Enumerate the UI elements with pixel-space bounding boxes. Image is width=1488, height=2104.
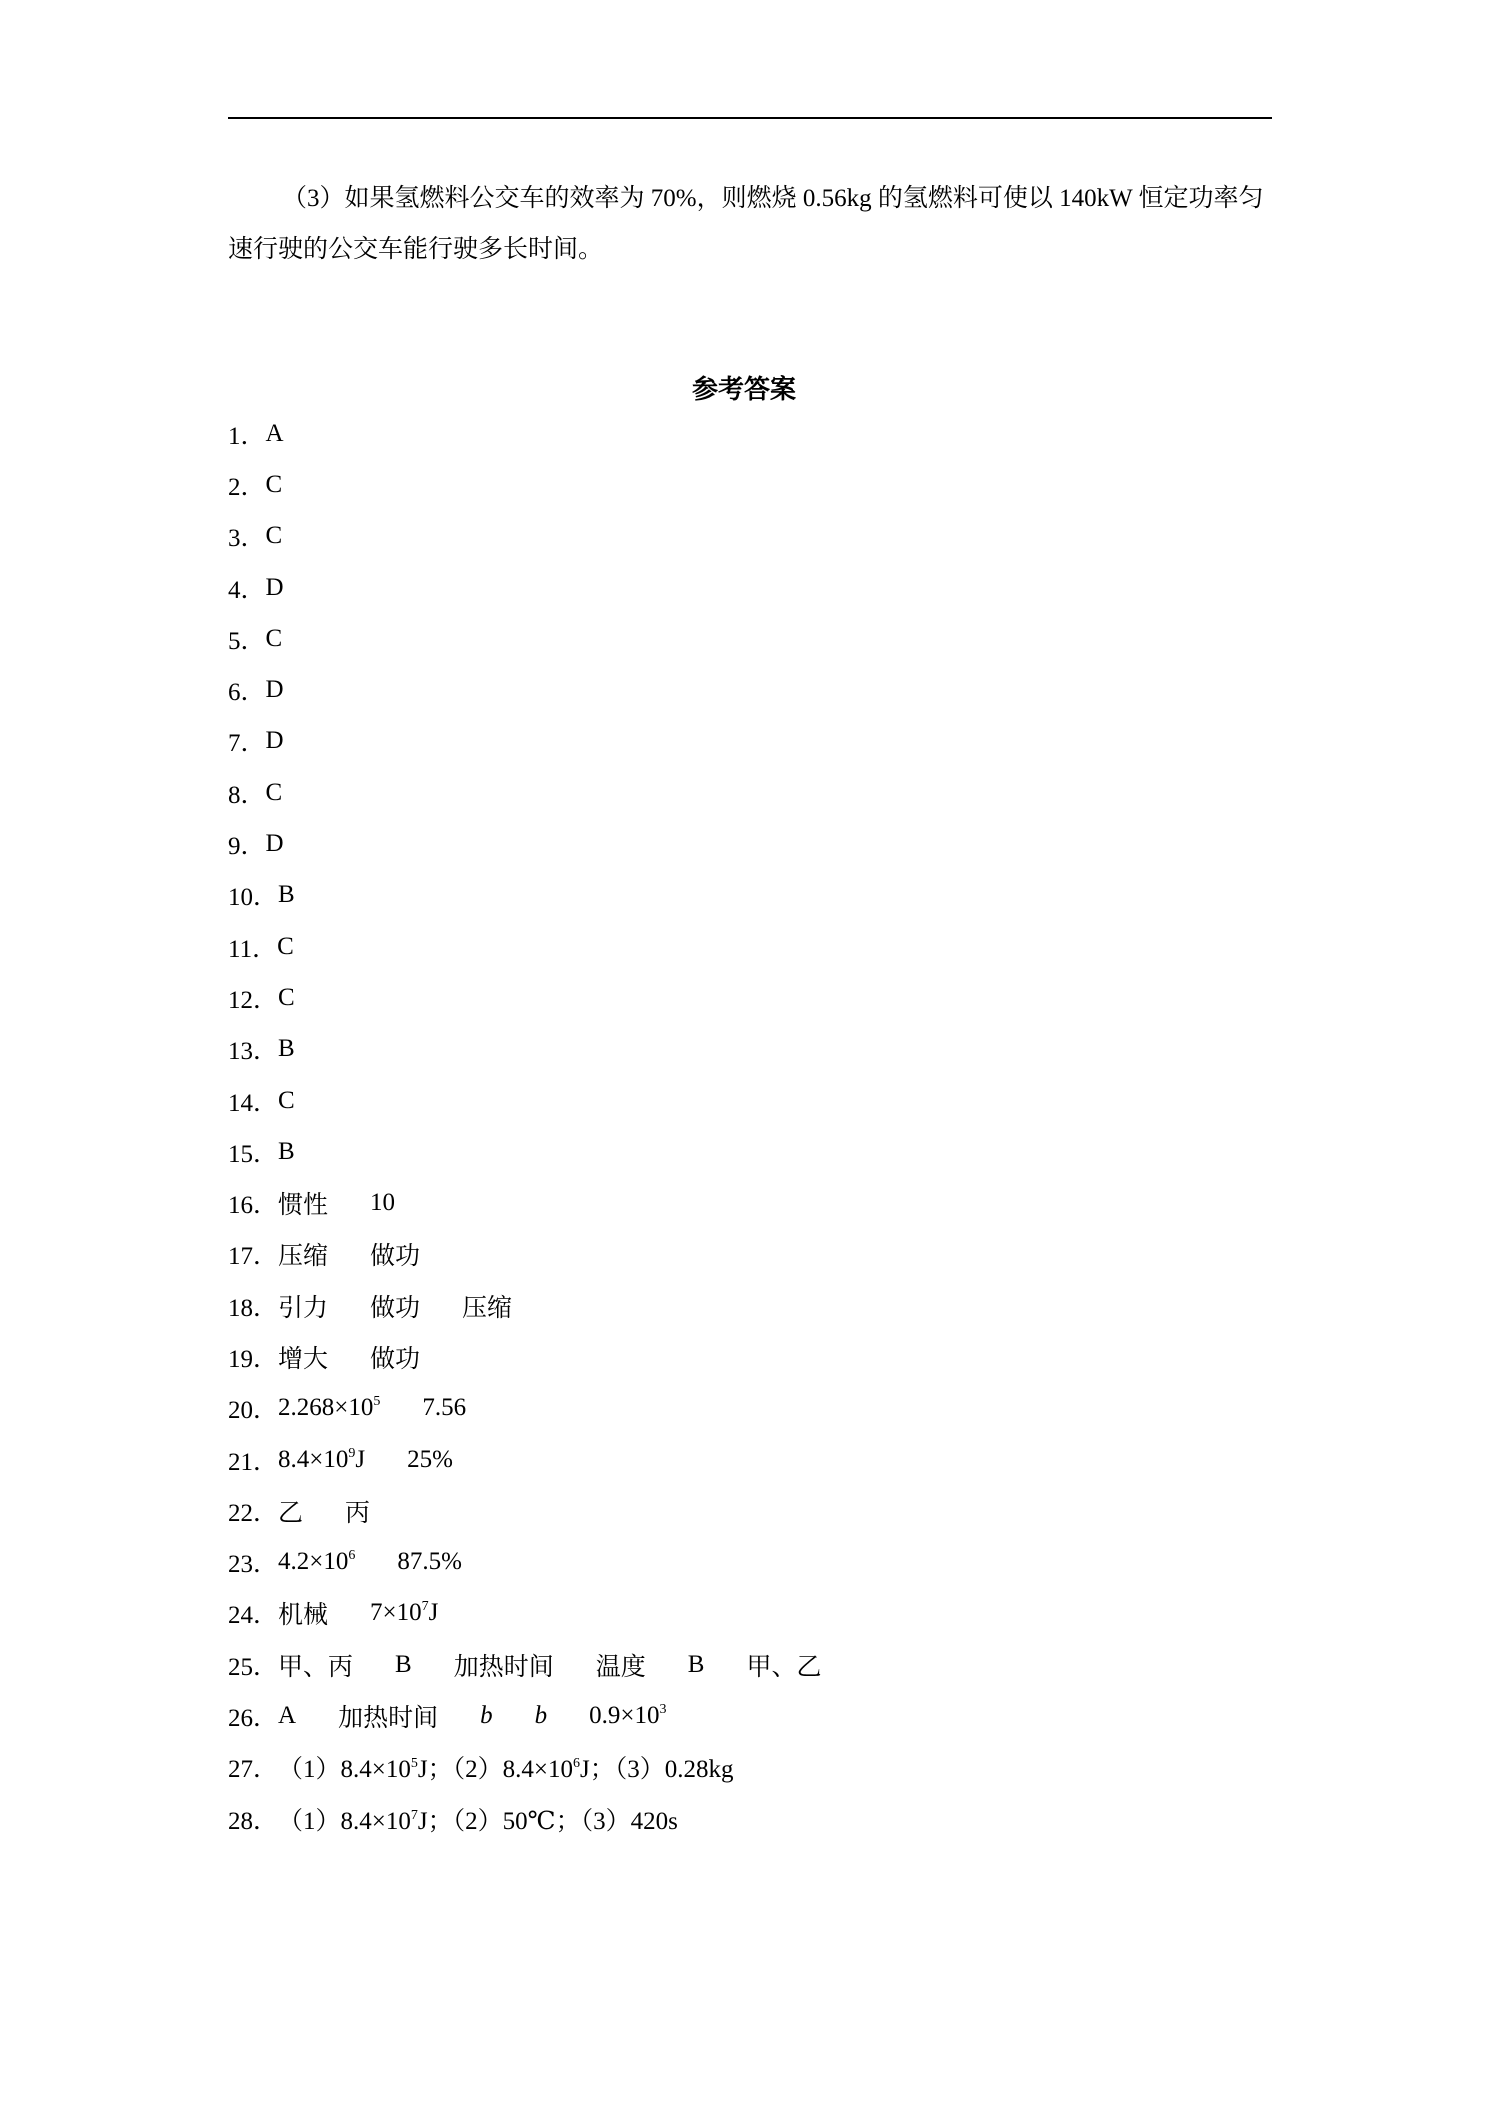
- answer-value: B: [278, 881, 295, 909]
- answer-key-title: 参考答案: [691, 375, 796, 404]
- answer-item: [228, 1280, 1272, 1331]
- answer-item: [228, 1793, 1272, 1844]
- answer-number: 5．: [228, 627, 266, 655]
- answer-value: $(1)8.4\times 10^5J$；$(2)8.4\times 10^6J$；（3）0.28kg: [278, 1756, 734, 1784]
- answer-number: 1．: [228, 422, 266, 450]
- answer-value: C: [265, 778, 283, 806]
- answer-number: 16．: [228, 1192, 279, 1220]
- answer-value: C: [265, 624, 283, 652]
- answer-value: 加热时间: [338, 1705, 439, 1733]
- answer-value: 乙: [278, 1499, 304, 1527]
- answer-value: 丙: [345, 1499, 371, 1527]
- answer-item: [228, 716, 1272, 767]
- header-rule: [228, 117, 1272, 119]
- answer-item: [228, 1690, 1272, 1741]
- answer-number: 21．: [228, 1448, 279, 1476]
- answer-number: 27．: [228, 1756, 279, 1784]
- answer-number: 15．: [228, 1140, 279, 1168]
- answer-value: A: [278, 1702, 297, 1730]
- answer-value: 做功: [370, 1345, 421, 1373]
- answer-number: 3．: [228, 525, 266, 553]
- answer-list: [228, 408, 1272, 1844]
- answer-value: B: [395, 1650, 412, 1678]
- answer-value: D: [265, 830, 284, 858]
- answer-value: $2.268\times 10^5$: [278, 1394, 381, 1422]
- answer-item: [228, 1742, 1272, 1793]
- answer-value: B: [687, 1650, 705, 1678]
- answer-number: 4．: [228, 576, 266, 604]
- answer-value: $8.4\times 10^9J$: [278, 1445, 366, 1473]
- answer-value: C: [277, 932, 294, 960]
- answer-item: [228, 1024, 1272, 1075]
- answer-number: 10．: [228, 884, 279, 912]
- answer-value: 机械: [278, 1602, 329, 1630]
- question-3: [228, 173, 1272, 275]
- answer-item: [228, 1126, 1272, 1177]
- answer-number: 20．: [228, 1397, 279, 1425]
- answer-item: [228, 408, 1272, 459]
- answer-value: $7\times 10^7J$: [370, 1599, 439, 1627]
- answer-value: 加热时间: [453, 1653, 554, 1681]
- answer-item: [228, 1537, 1272, 1588]
- answer-value: B: [278, 1137, 295, 1165]
- answer-value: 甲、丙: [278, 1653, 354, 1681]
- answer-number: 11．: [228, 935, 278, 963]
- answer-item: [228, 511, 1272, 562]
- answer-item: [228, 1639, 1272, 1690]
- answer-value: b: [480, 1702, 493, 1730]
- answer-value: C: [278, 1086, 295, 1114]
- answer-value: 引力: [278, 1294, 329, 1322]
- answer-number: 23．: [228, 1551, 279, 1579]
- answer-item: [228, 767, 1272, 818]
- answer-value: $(1)8.4\times 10^7J$；（2）50℃；（3）420s: [278, 1807, 678, 1835]
- answer-number: 26．: [228, 1705, 279, 1733]
- answer-value: B: [278, 1035, 295, 1063]
- answer-value: C: [265, 470, 283, 498]
- answer-value: 25%: [407, 1445, 453, 1473]
- answer-item: [228, 1075, 1272, 1126]
- answer-value: 7.56: [422, 1394, 467, 1422]
- answer-value: D: [265, 573, 284, 601]
- answer-item: [228, 664, 1272, 715]
- answer-value: D: [265, 727, 284, 755]
- answer-item: [228, 818, 1272, 869]
- answer-item: [228, 1229, 1272, 1280]
- answer-number: 17．: [228, 1243, 279, 1271]
- answer-item: [228, 972, 1272, 1023]
- answer-number: 13．: [228, 1038, 279, 1066]
- answer-number: 24．: [228, 1602, 279, 1630]
- answer-item: [228, 1331, 1272, 1382]
- answer-item: [228, 459, 1272, 510]
- answer-value: C: [265, 522, 283, 550]
- answer-number: 22．: [228, 1499, 279, 1527]
- answer-value: 温度: [595, 1653, 646, 1681]
- answer-value: 87.5%: [397, 1548, 462, 1576]
- answer-value: $4.2\times 10^6$: [278, 1548, 356, 1576]
- answer-item: [228, 1434, 1272, 1485]
- answer-number: 28．: [228, 1807, 279, 1835]
- answer-value: 惯性: [278, 1192, 329, 1220]
- answer-value: 甲、乙: [746, 1653, 822, 1681]
- answer-item: [228, 921, 1272, 972]
- answer-value: 压缩: [278, 1243, 329, 1271]
- answer-number: 8．: [228, 781, 266, 809]
- answer-number: 18．: [228, 1294, 279, 1322]
- answer-value: 做功: [370, 1294, 421, 1322]
- answer-item: [228, 1177, 1272, 1228]
- answer-number: 2．: [228, 473, 266, 501]
- answer-number: 12．: [228, 986, 279, 1014]
- answer-number: 14．: [228, 1089, 279, 1117]
- answer-value: D: [265, 676, 284, 704]
- answer-item: [228, 870, 1272, 921]
- answer-value: 压缩: [462, 1294, 513, 1322]
- answer-value: C: [278, 983, 295, 1011]
- answer-number: 19．: [228, 1345, 279, 1373]
- answer-value: 增大: [278, 1345, 329, 1373]
- answer-item: [228, 562, 1272, 613]
- answer-number: 6．: [228, 679, 266, 707]
- answer-item: [228, 1485, 1272, 1536]
- answer-item: [228, 613, 1272, 664]
- answer-value: b: [534, 1702, 548, 1730]
- answer-value: $0.9\times 10^3$: [589, 1702, 667, 1730]
- answer-number: 25．: [228, 1653, 279, 1681]
- answer-value: 10: [370, 1189, 396, 1217]
- answer-number: 9．: [228, 833, 266, 861]
- answer-value: 做功: [370, 1243, 421, 1271]
- answer-value: A: [265, 419, 284, 447]
- question-text: （3）如果氢燃料公交车的效率为 70%，则燃烧 0.56kg 的氢燃料可使以 140kW 恒定功率匀速行驶的公交车能行驶多长时间。: [228, 185, 1264, 263]
- answer-number: 7．: [228, 730, 266, 758]
- answer-item: [228, 1383, 1272, 1434]
- answer-item: [228, 1588, 1272, 1639]
